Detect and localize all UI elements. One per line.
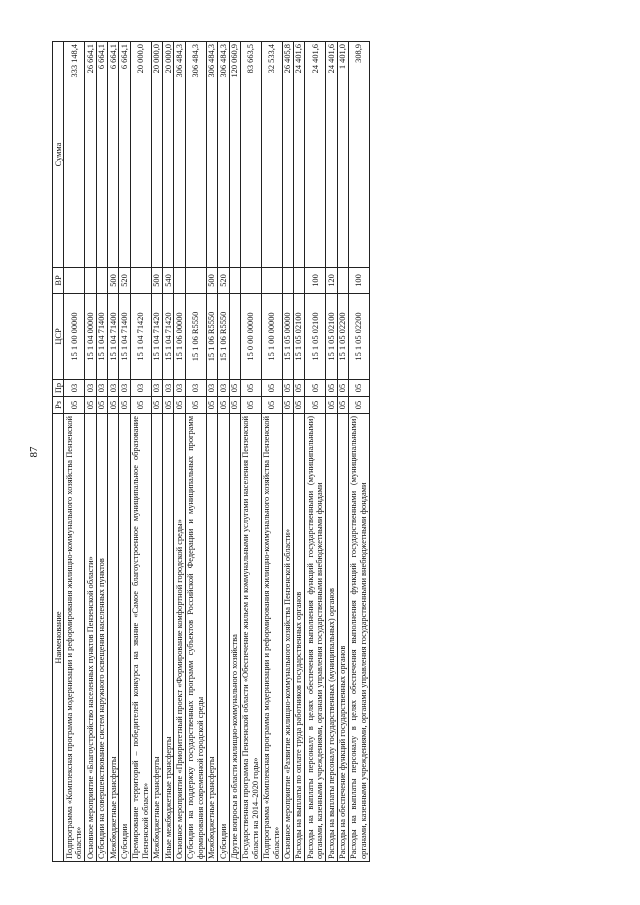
table-row — [261, 42, 282, 862]
table-row — [326, 42, 337, 862]
cell-rz: 05 — [119, 397, 130, 414]
cell-pr: 05 — [282, 380, 293, 397]
cell-sum: 26 664,1 — [85, 42, 96, 268]
cell-rz: 05 — [293, 397, 304, 414]
cell-pr: 03 — [119, 380, 130, 397]
table-row — [119, 42, 130, 862]
cell-name: Иные межбюджетные трансферты — [163, 414, 174, 862]
cell-pr: 05 — [348, 380, 369, 397]
cell-rz: 05 — [305, 397, 326, 414]
cell-csr: 15 1 04 71400 — [108, 294, 119, 380]
cell-sum: 20 000,0 — [130, 42, 151, 268]
cell-name: Субсидии на поддержку государственных программ субъектов Российской Федерации и муниципальных программ формирования современной городской среды — [185, 414, 206, 862]
cell-rz: 05 — [206, 397, 217, 414]
cell-sum: 24 401,6 — [326, 42, 337, 268]
table-header-row — [53, 42, 64, 862]
cell-vr — [282, 268, 293, 294]
cell-csr: 15 0 00 00000 — [240, 294, 261, 380]
cell-sum: 20 000,0 — [151, 42, 162, 268]
cell-rz: 05 — [282, 397, 293, 414]
cell-csr: 15 1 04 71400 — [119, 294, 130, 380]
cell-vr — [293, 268, 304, 294]
cell-pr: 03 — [185, 380, 206, 397]
cell-vr: 520 — [218, 268, 229, 294]
cell-pr: 03 — [163, 380, 174, 397]
cell-rz: 05 — [240, 397, 261, 414]
cell-rz: 05 — [337, 397, 348, 414]
cell-csr: 15 1 00 00000 — [261, 294, 282, 380]
cell-rz: 05 — [218, 397, 229, 414]
cell-rz: 05 — [163, 397, 174, 414]
cell-pr: 03 — [206, 380, 217, 397]
cell-csr — [229, 294, 240, 380]
table-row — [96, 42, 107, 862]
cell-vr — [337, 268, 348, 294]
cell-csr: 15 1 06 R5550 — [218, 294, 229, 380]
table-row — [218, 42, 229, 862]
rotated-table-container — [52, 42, 592, 862]
cell-csr: 15 1 05 02200 — [337, 294, 348, 380]
cell-vr: 520 — [119, 268, 130, 294]
cell-rz: 05 — [130, 397, 151, 414]
cell-rz: 05 — [108, 397, 119, 414]
table-row — [206, 42, 217, 862]
cell-pr: 03 — [151, 380, 162, 397]
cell-name: Премирование территорий – победителей конкурса на звание «Самое благоустроенное муниципальное образование Пензенской области» — [130, 414, 151, 862]
cell-csr: 15 1 04 71420 — [130, 294, 151, 380]
cell-sum: 24 401,6 — [293, 42, 304, 268]
cell-name: Субсидии на совершенствование систем наружного освещения населенных пунктов — [96, 414, 107, 862]
cell-sum: 333 148,4 — [64, 42, 85, 268]
cell-csr: 15 1 05 02200 — [348, 294, 369, 380]
cell-pr: 03 — [174, 380, 185, 397]
cell-rz: 05 — [261, 397, 282, 414]
cell-sum: 306 484,3 — [206, 42, 217, 268]
cell-vr: 500 — [151, 268, 162, 294]
cell-rz: 05 — [64, 397, 85, 414]
cell-sum: 20 000,0 — [163, 42, 174, 268]
cell-name: Субсидии — [119, 414, 130, 862]
header-pr: Пр — [53, 380, 64, 397]
cell-rz: 05 — [229, 397, 240, 414]
cell-pr: 05 — [293, 380, 304, 397]
table-body — [64, 42, 369, 862]
cell-csr: 15 1 05 02100 — [326, 294, 337, 380]
cell-csr: 15 1 05 00000 — [282, 294, 293, 380]
cell-pr: 03 — [130, 380, 151, 397]
header-name: Наименование — [53, 414, 64, 862]
table-row — [163, 42, 174, 862]
cell-csr: 15 1 06 00000 — [174, 294, 185, 380]
cell-csr: 15 1 00 00000 — [64, 294, 85, 380]
cell-rz: 05 — [96, 397, 107, 414]
cell-rz: 05 — [348, 397, 369, 414]
cell-csr: 15 1 04 00000 — [85, 294, 96, 380]
header-sum: Сумма — [53, 42, 64, 268]
cell-sum: 6 664,1 — [108, 42, 119, 268]
page-number: 87 — [28, 446, 40, 458]
cell-sum: 306 484,3 — [218, 42, 229, 268]
cell-sum: 120 060,9 — [229, 42, 240, 268]
cell-csr: 15 1 04 71420 — [151, 294, 162, 380]
table-row — [185, 42, 206, 862]
header-csr: ЦСР — [53, 294, 64, 380]
cell-vr: 500 — [108, 268, 119, 294]
cell-sum: 306 484,3 — [174, 42, 185, 268]
cell-vr: 540 — [163, 268, 174, 294]
cell-pr: 03 — [85, 380, 96, 397]
table-row — [130, 42, 151, 862]
table-row — [240, 42, 261, 862]
cell-name: Расходы на выплаты по оплате труда работников государственных органов — [293, 414, 304, 862]
cell-name: Межбюджетные трансферты — [108, 414, 119, 862]
cell-sum: 308,9 — [348, 42, 369, 268]
cell-vr — [261, 268, 282, 294]
table-row — [85, 42, 96, 862]
cell-vr: 100 — [305, 268, 326, 294]
cell-pr: 05 — [305, 380, 326, 397]
cell-pr: 03 — [96, 380, 107, 397]
cell-rz: 05 — [85, 397, 96, 414]
cell-name: Основное мероприятие «Развитие жилищно-коммунального хозяйства Пензенской области» — [282, 414, 293, 862]
cell-sum: 32 533,4 — [261, 42, 282, 268]
cell-sum: 83 663,5 — [240, 42, 261, 268]
cell-pr: 05 — [326, 380, 337, 397]
cell-name: Субсидии — [218, 414, 229, 862]
cell-rz: 05 — [326, 397, 337, 414]
budget-table — [52, 41, 370, 862]
cell-csr: 15 1 06 R5550 — [185, 294, 206, 380]
cell-rz: 05 — [185, 397, 206, 414]
cell-sum: 1 401,0 — [337, 42, 348, 268]
cell-name: Межбюджетные трансферты — [206, 414, 217, 862]
cell-vr — [185, 268, 206, 294]
cell-pr: 05 — [261, 380, 282, 397]
table-row — [348, 42, 369, 862]
cell-csr: 15 1 06 R5550 — [206, 294, 217, 380]
header-vr: ВР — [53, 268, 64, 294]
cell-sum: 6 664,1 — [119, 42, 130, 268]
table-row — [229, 42, 240, 862]
cell-pr: 03 — [218, 380, 229, 397]
table-row — [174, 42, 185, 862]
cell-vr — [85, 268, 96, 294]
cell-pr: 05 — [229, 380, 240, 397]
cell-name: Основное мероприятие «Приоритетный проект «Формирование комфортной городской среды» — [174, 414, 185, 862]
cell-name: Другие вопросы в области жилищно-коммунального хозяйства — [229, 414, 240, 862]
cell-pr: 03 — [64, 380, 85, 397]
cell-vr: 100 — [348, 268, 369, 294]
cell-name: Основное мероприятие «Благоустройство населенных пунктов Пензенской области» — [85, 414, 96, 862]
cell-sum: 6 664,1 — [96, 42, 107, 268]
cell-name: Государственная программа Пензенской области «Обеспечение жильем и коммунальными услугами населения Пензенской области на 2014–2020 годы» — [240, 414, 261, 862]
cell-vr: 500 — [206, 268, 217, 294]
cell-vr — [64, 268, 85, 294]
cell-rz: 05 — [151, 397, 162, 414]
table-row — [282, 42, 293, 862]
table-row — [337, 42, 348, 862]
cell-pr: 05 — [337, 380, 348, 397]
cell-name: Подпрограмма «Комплексная программа модернизации и реформирования жилищно-коммунального хозяйства Пензенской области» — [261, 414, 282, 862]
cell-sum: 26 405,8 — [282, 42, 293, 268]
table-row — [151, 42, 162, 862]
cell-sum: 24 401,6 — [305, 42, 326, 268]
cell-pr: 05 — [240, 380, 261, 397]
cell-vr — [229, 268, 240, 294]
cell-csr: 15 1 04 71400 — [96, 294, 107, 380]
table-row — [293, 42, 304, 862]
cell-rz: 05 — [174, 397, 185, 414]
table-row — [108, 42, 119, 862]
cell-name: Подпрограмма «Комплексная программа модернизации и реформирования жилищно-коммунального хозяйства Пензенской области» — [64, 414, 85, 862]
cell-vr: 120 — [326, 268, 337, 294]
cell-vr — [96, 268, 107, 294]
cell-name: Межбюджетные трансферты — [151, 414, 162, 862]
table-row — [305, 42, 326, 862]
cell-name: Расходы на выплаты персоналу в целях обеспечения выполнения функций государственными (муниципальными) органами, казенными учреждениями, органами управления государственными внебюджетными фондами — [305, 414, 326, 862]
cell-vr — [174, 268, 185, 294]
cell-csr: 15 1 04 71420 — [163, 294, 174, 380]
cell-name: Расходы на выплаты персоналу государственных (муниципальных) органов — [326, 414, 337, 862]
cell-sum: 306 484,3 — [185, 42, 206, 268]
cell-csr: 15 1 05 02100 — [293, 294, 304, 380]
cell-name: Расходы на обеспечение функций государственных органов — [337, 414, 348, 862]
cell-vr — [130, 268, 151, 294]
header-rz: Рз — [53, 397, 64, 414]
table-row — [64, 42, 85, 862]
cell-csr: 15 1 05 02100 — [305, 294, 326, 380]
cell-name: Расходы на выплаты персоналу в целях обеспечения выполнения функций государственными (муниципальными) органами, казенными учреждениями, органами управления государственными внебюджетными фондами — [348, 414, 369, 862]
cell-vr — [240, 268, 261, 294]
cell-pr: 03 — [108, 380, 119, 397]
